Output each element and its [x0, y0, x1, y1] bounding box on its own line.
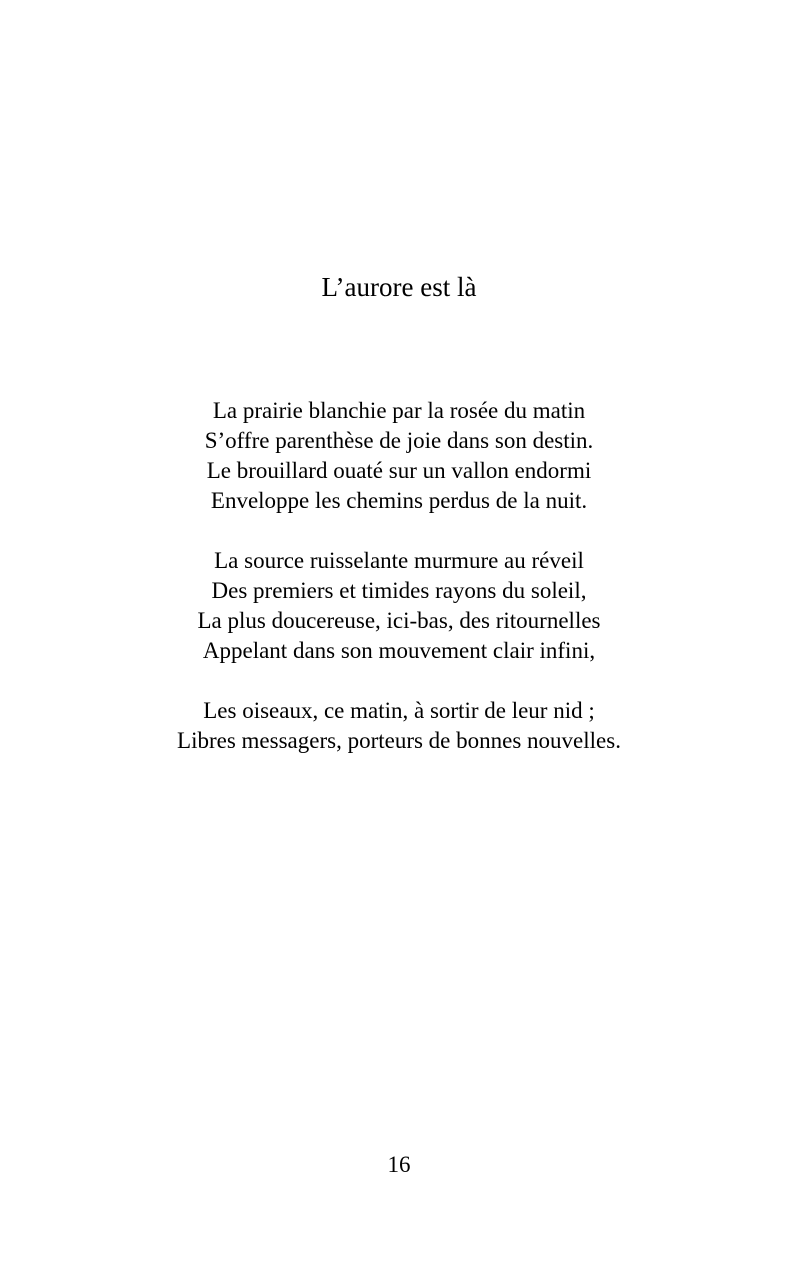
poem-title: L’aurore est là [321, 272, 477, 302]
poem-line: La source ruisselante murmure au réveil [214, 548, 584, 573]
poem-line: Le brouillard ouaté sur un vallon endormi [206, 458, 592, 483]
poem-line: Enveloppe les chemins perdus de la nuit. [210, 488, 588, 513]
stanza-2 [0, 546, 798, 666]
poem-line: Appelant dans son mouvement clair infini, [202, 638, 596, 663]
stanza-3 [0, 696, 798, 756]
page-number: 16 [387, 1152, 411, 1177]
poem-line: La plus doucereuse, ici-bas, des ritournelles [197, 608, 601, 633]
stanza-1 [0, 396, 798, 516]
poem-line: Les oiseaux, ce matin, à sortir de leur nid ; [203, 698, 595, 723]
poem-line: Libres messagers, porteurs de bonnes nouvelles. [177, 728, 621, 753]
poem-line: La prairie blanchie par la rosée du matin [212, 398, 586, 423]
poem-body [0, 396, 798, 786]
poem-line: Des premiers et timides rayons du soleil, [211, 578, 587, 603]
poem-line: S’offre parenthèse de joie dans son destin. [204, 428, 594, 453]
